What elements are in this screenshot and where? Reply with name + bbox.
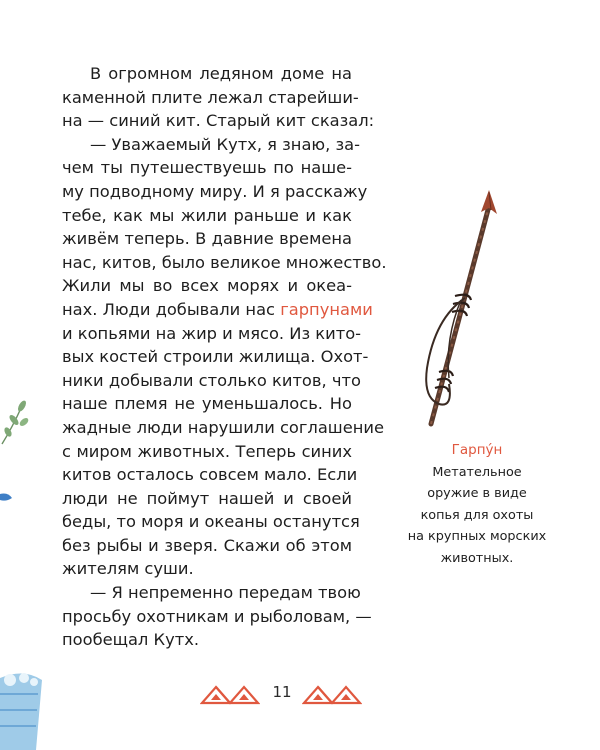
paragraph-1	[62, 62, 375, 133]
text-line: наше племя не уменьшалось. Но	[62, 394, 352, 414]
text-line: просьбу охотникам и рыболовам, —	[62, 606, 372, 626]
text-line	[62, 298, 373, 322]
text-line: люди не поймут нашей и своей	[62, 488, 352, 508]
leaf-branch-icon	[0, 398, 40, 448]
harpoon-icon	[405, 188, 500, 428]
page-number: 11	[272, 683, 292, 701]
glossary-definition-line: на крупных морских	[407, 529, 547, 544]
text-line: жадные люди нарушили соглашение	[62, 417, 384, 437]
text-line: — Уважаемый Кутх, я знаю, за-	[90, 134, 360, 154]
text-line: Жили мы во всех морях и океа-	[62, 276, 352, 296]
text-line: тебе, как мы жили раньше и как	[62, 205, 352, 225]
text-line: вых костей строили жилища. Охот-	[62, 347, 369, 367]
blue-splash-icon	[0, 490, 14, 504]
story-text	[62, 62, 387, 652]
footer-ornament-right-icon	[302, 683, 362, 705]
ice-basket-icon	[0, 664, 48, 750]
text-line: китов осталось совсем мало. Если	[62, 465, 358, 485]
text-line: ники добывали столько китов, что	[62, 370, 361, 390]
text-line: пообещал Кутх.	[62, 630, 200, 650]
text-line: на — синий кит. Старый кит сказал:	[62, 111, 375, 131]
text-line: — Я непременно передам твою	[90, 583, 361, 603]
glossary-definition-line: оружие в виде	[427, 486, 527, 501]
text-line: му подводному миру. И я расскажу	[62, 181, 368, 201]
glossary-definition-line: животных.	[440, 550, 514, 566]
text-line: чем ты путешествуешь по наше-	[62, 158, 352, 178]
glossary-term: Гарпу́н	[451, 442, 503, 458]
footer-ornament-left-icon	[200, 683, 260, 705]
text-line: живём теперь. В давние времена	[62, 229, 352, 249]
text-line: без рыбы и зверя. Скажи об этом	[62, 535, 352, 555]
glossary-box	[388, 440, 566, 569]
text-fragment: нах. Люди добывали нас	[62, 299, 275, 319]
paragraph-3	[62, 581, 372, 652]
text-line: каменной плите лежал старейши-	[62, 87, 359, 107]
glossary-definition-line: копья для охоты	[420, 507, 534, 523]
text-line: В огромном ледяном доме на	[90, 64, 352, 83]
paragraph-2	[62, 133, 387, 581]
text-line: с миром животных. Теперь синих	[62, 441, 352, 461]
text-line: беды, то моря и океаны останутся	[62, 512, 360, 532]
glossary-definition-line: Метательное	[432, 464, 522, 480]
text-line: нас, китов, было великое множество.	[62, 252, 387, 272]
glossary-term-link[interactable]: гарпунами	[280, 299, 373, 319]
text-line: и копьями на жир и мясо. Из кито-	[62, 323, 362, 343]
text-line: жителям суши.	[62, 559, 194, 579]
